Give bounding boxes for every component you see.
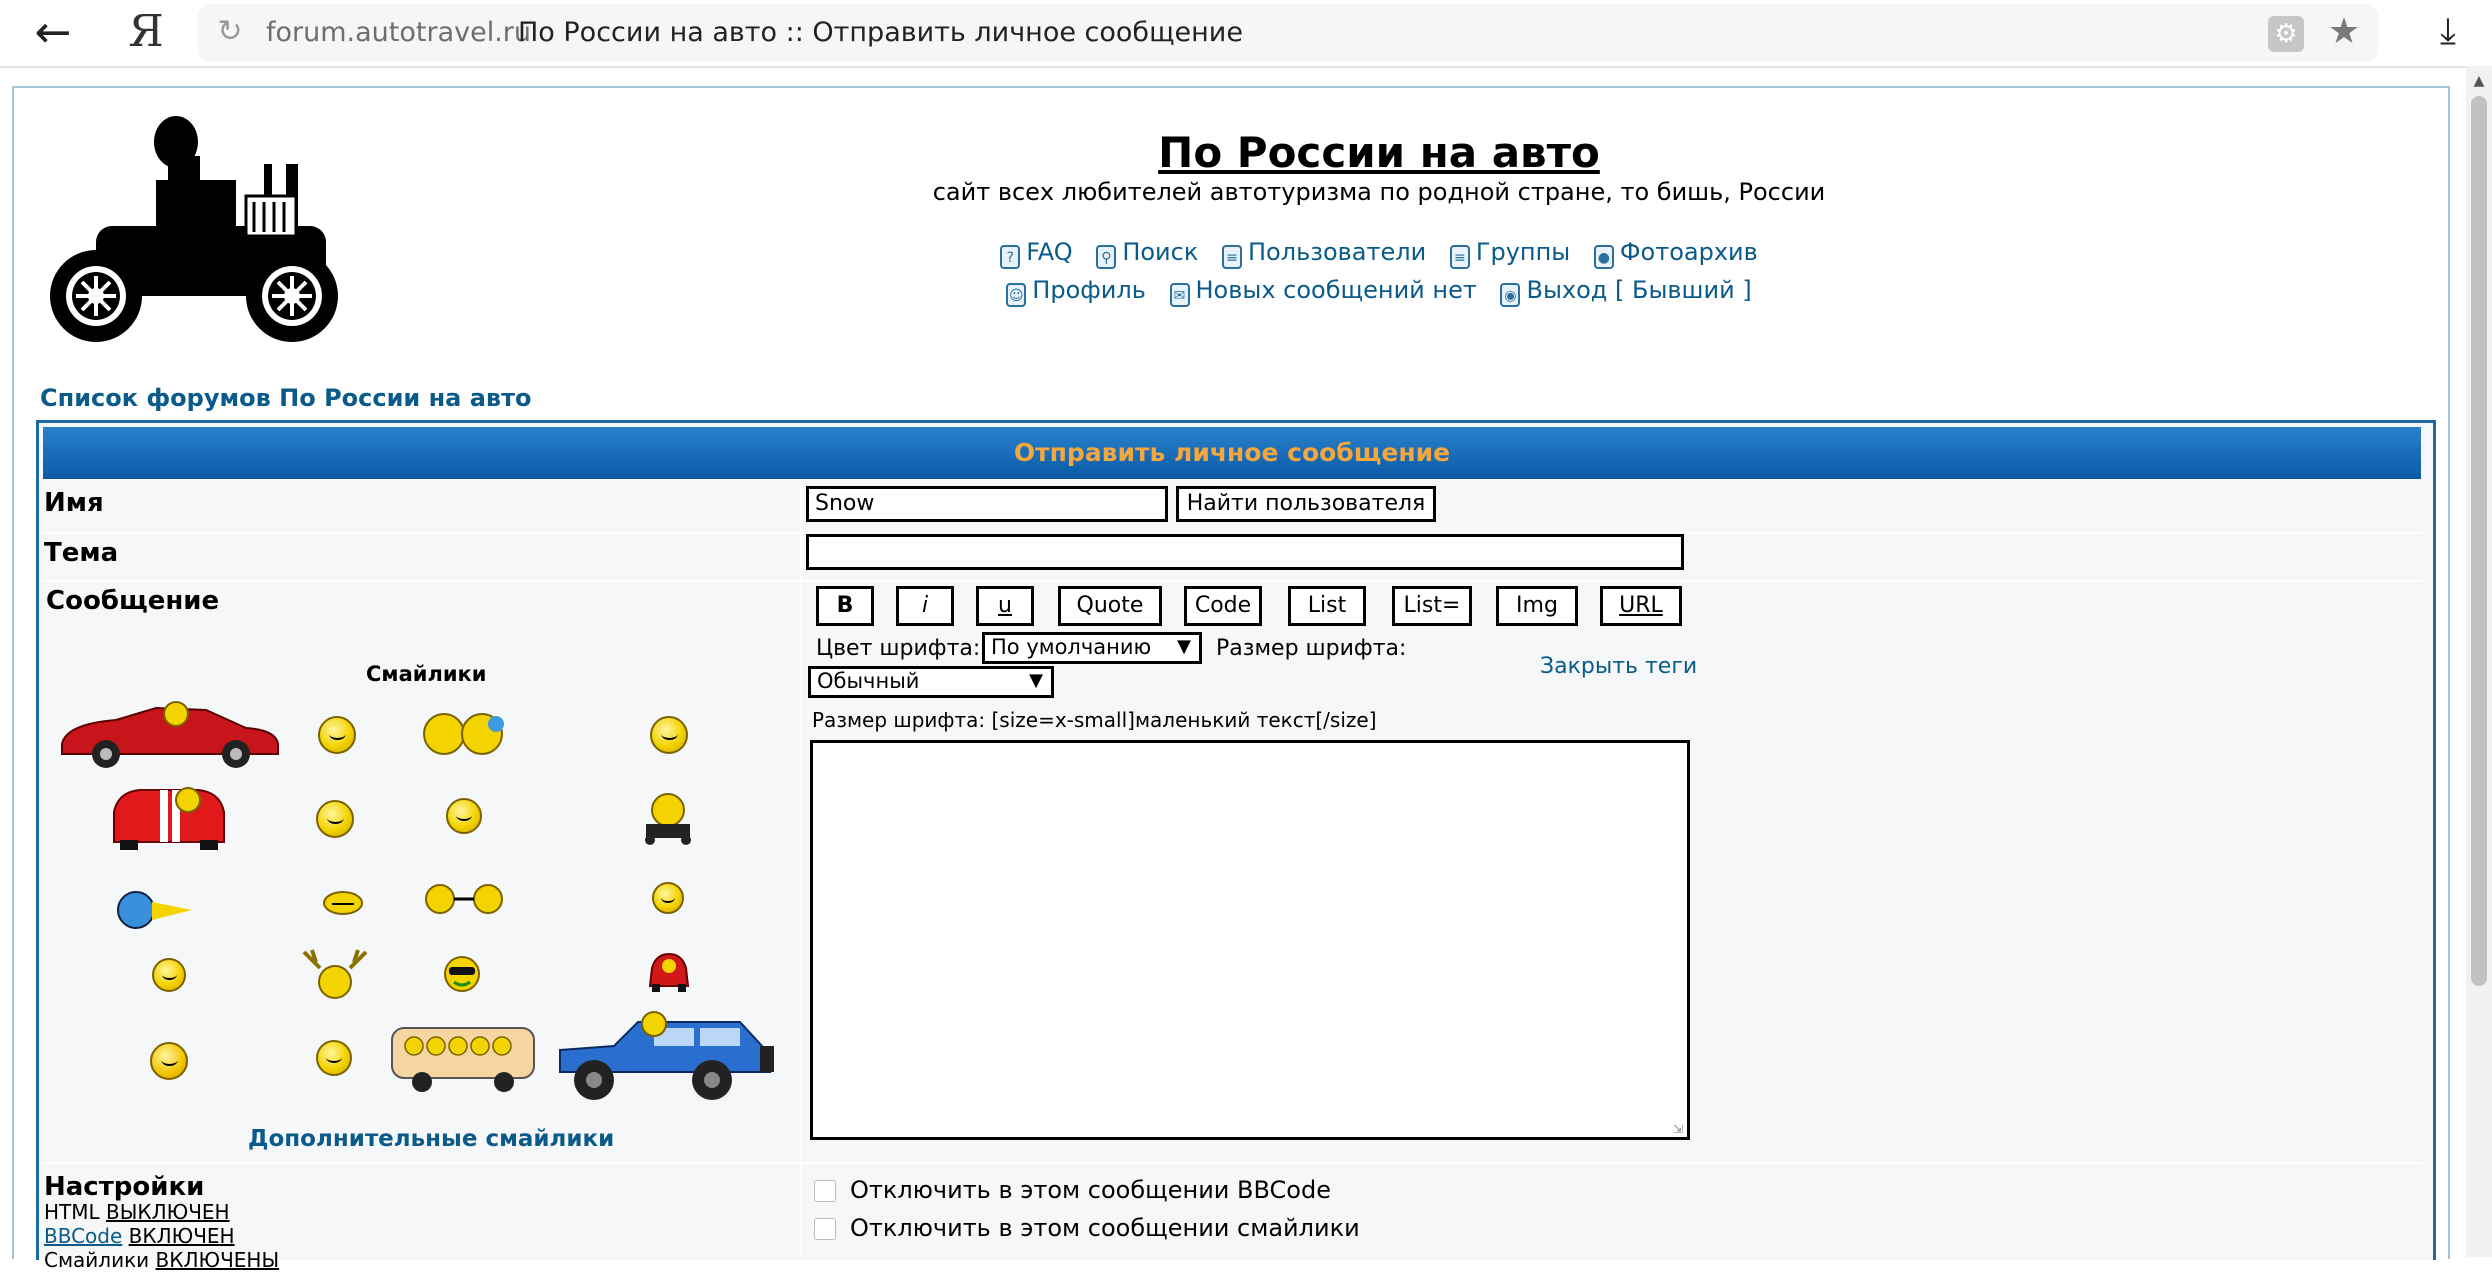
settings-html-line <box>44 1200 230 1224</box>
recipient-name-input[interactable]: Snow <box>806 486 1168 522</box>
scroll-thumb[interactable] <box>2471 96 2487 986</box>
user-navigation <box>14 276 2492 307</box>
url-host: forum.autotravel.ru <box>266 17 532 48</box>
faq-icon: ? <box>1000 245 1020 269</box>
underline-tag-button[interactable]: u <box>976 586 1034 626</box>
settings-bbcode-state[interactable]: ВКЛЮЧЕН <box>128 1224 235 1248</box>
bookmark-star-icon[interactable]: ★ <box>2327 11 2361 52</box>
nav-search[interactable] <box>1096 238 1198 269</box>
italic-tag-button[interactable]: i <box>896 586 954 626</box>
profile-icon: ☺ <box>1006 283 1026 307</box>
yandex-logo-icon[interactable]: Я <box>128 6 164 57</box>
img-tag-button[interactable]: Img <box>1496 586 1578 626</box>
thinking-smiley-icon[interactable] <box>316 800 354 838</box>
nav-groups[interactable] <box>1450 238 1570 269</box>
users-list-icon: ≡ <box>1222 245 1242 269</box>
reload-icon[interactable]: ↻ <box>217 14 243 49</box>
nav-logout-label: Выход [ Бывший ] <box>1526 276 1752 304</box>
nav-private-messages[interactable] <box>1170 276 1477 307</box>
nav-logout[interactable] <box>1500 276 1751 307</box>
quote-tag-button[interactable]: Quote <box>1058 586 1162 626</box>
disable-smilies-label: Отключить в этом сообщении смайлики <box>850 1214 1360 1242</box>
settings-smilies-state[interactable]: ВКЛЮЧЕНЫ <box>155 1248 280 1272</box>
disable-bbcode-label: Отключить в этом сообщении BBCode <box>850 1176 1331 1204</box>
hairy-smiley-icon[interactable] <box>650 716 688 754</box>
settings-smilies-line <box>44 1248 279 1272</box>
nav-groups-label: Группы <box>1475 238 1571 266</box>
row-divider <box>43 580 2421 582</box>
close-tags-link[interactable]: Закрыть теги <box>1540 654 1698 679</box>
message-label: Сообщение <box>46 586 220 616</box>
sleepy-smiley-icon[interactable] <box>316 1040 352 1076</box>
photo-archive-icon: ● <box>1594 245 1614 269</box>
smilies-title: Смайлики <box>366 662 487 686</box>
settings-bbcode-link[interactable]: BBCode <box>44 1224 123 1248</box>
browser-toolbar <box>0 0 2492 68</box>
url-tag-button[interactable]: URL <box>1600 586 1682 626</box>
logout-icon: ◉ <box>1500 283 1520 307</box>
red-car-smiley-icon[interactable] <box>56 700 282 768</box>
code-tag-button[interactable]: Code <box>1184 586 1262 626</box>
grin-smiley-icon[interactable] <box>318 716 356 754</box>
search-icon: ⚲ <box>1096 245 1116 269</box>
name-label: Имя <box>44 488 104 518</box>
form-header: Отправить личное сообщение <box>43 427 2421 479</box>
back-arrow-icon[interactable]: ← <box>34 7 72 58</box>
disable-bbcode-checkbox[interactable] <box>814 1180 836 1202</box>
left-column-divider <box>800 480 802 1257</box>
nav-photo-archive-label: Фотоархив <box>1619 238 1758 266</box>
tongue-smiley-icon[interactable] <box>446 798 482 834</box>
font-size-value: Обычный <box>817 669 920 693</box>
find-user-button[interactable]: Найти пользователя <box>1176 486 1436 522</box>
font-color-label: Цвет шрифта: <box>816 636 981 661</box>
main-navigation <box>14 238 2492 269</box>
settings-html-label: HTML <box>44 1200 100 1224</box>
nav-faq-label: FAQ <box>1026 238 1073 266</box>
flat-smiley-icon[interactable] <box>322 890 364 916</box>
site-title[interactable]: По России на авто <box>1158 128 1600 177</box>
font-color-select[interactable] <box>982 632 1202 664</box>
confused-smiley-icon[interactable] <box>652 882 684 914</box>
bold-tag-button[interactable]: B <box>816 586 874 626</box>
biker-smiley-icon[interactable] <box>640 790 696 846</box>
pacman-smiley-icon[interactable] <box>116 888 194 934</box>
moose-smiley-icon[interactable] <box>300 946 370 1002</box>
font-size-select[interactable] <box>808 666 1054 698</box>
settings-smilies-label: Смайлики <box>44 1248 150 1272</box>
sunglasses-smiley-icon[interactable] <box>442 954 482 994</box>
groups-icon: ≡ <box>1450 245 1470 269</box>
more-smilies-link[interactable]: Дополнительные смайлики <box>248 1126 615 1152</box>
download-icon[interactable]: ⤓ <box>2440 11 2456 52</box>
dumbbell-smiley-icon[interactable] <box>424 880 504 918</box>
nav-profile[interactable] <box>1006 276 1146 307</box>
nav-profile-label: Профиль <box>1032 276 1146 304</box>
disable-smilies-checkbox[interactable] <box>814 1218 836 1240</box>
address-bar[interactable] <box>198 4 2378 62</box>
chevron-down-icon: ▼ <box>1177 636 1191 657</box>
sport-car-smiley-icon[interactable] <box>110 782 228 852</box>
row-divider <box>43 1162 2421 1164</box>
translate-icon[interactable]: ⚙ <box>2268 16 2304 52</box>
settings-label: Настройки <box>44 1172 205 1202</box>
nav-users[interactable] <box>1222 238 1426 269</box>
bus-smiley-icon[interactable] <box>388 1022 538 1094</box>
subject-input[interactable] <box>806 534 1684 570</box>
message-textarea[interactable] <box>810 740 1690 1140</box>
nav-search-label: Поиск <box>1122 238 1199 266</box>
settings-bbcode-line <box>44 1224 235 1248</box>
breadcrumb[interactable]: Список форумов По России на авто <box>40 384 532 412</box>
page-title-in-address-bar: По России на авто :: Отправить личное сообщение <box>518 17 1243 48</box>
scroll-up-arrow-icon[interactable]: ▲ <box>2473 73 2485 89</box>
subject-label: Тема <box>44 538 119 568</box>
chevron-down-icon: ▼ <box>1029 670 1043 691</box>
resize-grip-icon[interactable]: ⇲ <box>1673 1122 1684 1136</box>
site-description: сайт всех любителей автотуризма по родной стране, то бишь, России <box>932 178 1826 206</box>
blue-jeep-smiley-icon[interactable] <box>554 1010 776 1106</box>
messages-icon: ✉ <box>1170 283 1190 307</box>
nav-photo-archive[interactable] <box>1594 238 1758 269</box>
nav-faq[interactable] <box>1000 238 1073 269</box>
font-size-label: Размер шрифта: <box>1216 636 1407 661</box>
two-smileys-icon[interactable] <box>412 708 516 758</box>
font-color-value: По умолчанию <box>991 635 1152 659</box>
list-tag-button[interactable]: List <box>1288 586 1366 626</box>
bbcode-hint: Размер шрифта: [size=x-small]маленький текст[/size] <box>812 708 1377 732</box>
smile-icon[interactable] <box>152 958 186 992</box>
small-red-car-icon[interactable] <box>646 950 692 994</box>
nav-users-label: Пользователи <box>1248 238 1427 266</box>
ordered-list-tag-button[interactable]: List= <box>1392 586 1472 626</box>
nav-private-messages-label: Новых сообщений нет <box>1195 276 1477 304</box>
plain-smiley-icon[interactable] <box>150 1042 188 1080</box>
settings-html-state[interactable]: ВЫКЛЮЧЕН <box>106 1200 230 1224</box>
